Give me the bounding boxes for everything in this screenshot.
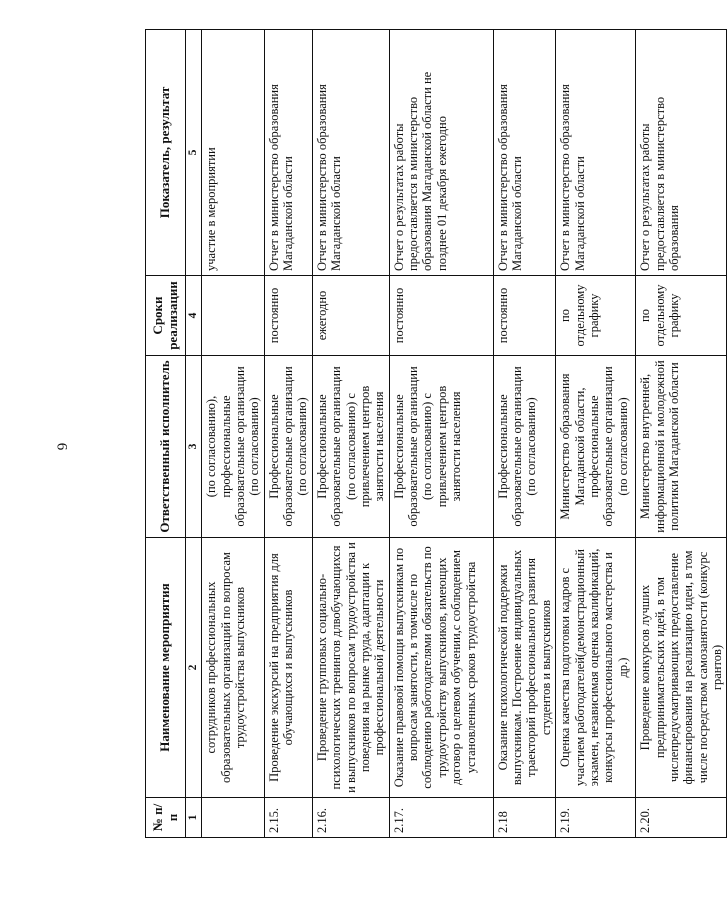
- row-name: сотрудников профессиональных образовательных организаций по вопросам трудоустройства выпускников: [202, 538, 265, 798]
- events-table: [145, 29, 727, 838]
- column-number: 1: [186, 798, 202, 838]
- row-term: ежегодно: [312, 276, 389, 356]
- row-name: Проведение экскурсий на предприятия для обучающихся и выпускников: [264, 538, 312, 798]
- table-container: [145, 30, 725, 838]
- table-row: [493, 30, 556, 838]
- row-result: Отчет в министерство образования Магаданской области: [312, 30, 389, 276]
- row-num: 2.17.: [389, 798, 493, 838]
- table-row: [202, 30, 265, 838]
- header-name: Наименование мероприятия: [146, 538, 186, 798]
- column-number: 4: [186, 276, 202, 356]
- row-num: 2.15.: [264, 798, 312, 838]
- row-name: Оказание психологической поддержки выпускникам. Построение индивидуальных траекторий профессионального развития студентов и выпускников: [493, 538, 556, 798]
- row-result: Отчет в министерство образования Магаданской области: [556, 30, 636, 276]
- row-executor: Профессиональные образовательные организации (по согласованию): [493, 356, 556, 538]
- table-row: [389, 30, 493, 838]
- header-result: Показатель, результат: [146, 30, 186, 276]
- row-result: Отчет о результатах работы предоставляется в министерство образования: [636, 30, 727, 276]
- header-row: [146, 30, 186, 838]
- row-num: 2.16.: [312, 798, 389, 838]
- row-result: Отчет о результатах работы предоставляется в министерство образования Магаданской области не позднее 01 декабря ежегодно: [389, 30, 493, 276]
- column-number-row: [186, 30, 202, 838]
- row-num: 2.19.: [556, 798, 636, 838]
- row-executor: Профессиональные образовательные организации (по согласованию): [264, 356, 312, 538]
- row-term: по отдельному графику: [556, 276, 636, 356]
- header-executor: Ответственный исполнитель: [146, 356, 186, 538]
- row-name: Проведение групповых социально-психологических тренингов длвобучающихся и выпускников по вопросам трудоустройства и поведения на рынке труда, адаптации к профессиональной деятельности: [312, 538, 389, 798]
- table-row: [264, 30, 312, 838]
- row-term: постоянно: [493, 276, 556, 356]
- row-term: по отдельному графику: [636, 276, 727, 356]
- row-term: постоянно: [264, 276, 312, 356]
- page-number: 6: [53, 442, 70, 451]
- row-executor: Министерство внутренней, информационной и молодежной политики Магаданской области: [636, 356, 727, 538]
- row-executor: Профессиональные образовательные организации (по согласованию) с привлечением центров занятости населения: [389, 356, 493, 538]
- row-name: Оценка качества подготовки кадров с участием работодателей(демонстрационный экзамен, независимая оценка квалификаций, конкурсы профессионального мастерства и др.): [556, 538, 636, 798]
- header-num: № п/п: [146, 798, 186, 838]
- column-number: 2: [186, 538, 202, 798]
- row-executor: Профессиональные образовательные организации (по согласованию) с привлечением центров занятости населения: [312, 356, 389, 538]
- table-row: [636, 30, 727, 838]
- table-row: [556, 30, 636, 838]
- row-term: постоянно: [389, 276, 493, 356]
- row-result: Отчет в министерство образования Магаданской области: [493, 30, 556, 276]
- column-number: 3: [186, 356, 202, 538]
- row-num: 2.20.: [636, 798, 727, 838]
- row-num: 2.18: [493, 798, 556, 838]
- row-term: [202, 276, 265, 356]
- row-result: участие в мероприятии: [202, 30, 265, 276]
- row-executor: (по согласованию), профессиональные образовательные организации (по согласованию): [202, 356, 265, 538]
- row-result: Отчет в министерство образования Магаданской области: [264, 30, 312, 276]
- row-num: [202, 798, 265, 838]
- row-name: Проведение конкурсов лучших предпринимательских идей, в том числепредусматривающих предоставление финансирования на реализацию идеи, в том числе посредством самозанятости (конкурс грантов): [636, 538, 727, 798]
- column-number: 5: [186, 30, 202, 276]
- header-term: Сроки реализации: [146, 276, 186, 356]
- row-name: Оказание правовой помощи выпускникам по вопросам занятости, в томчисле по соблюдению работодателями обязательств по трудоустройству выпускников, имеющих договор о целевом обучении,с соблюдением установленных сроков трудоустройства: [389, 538, 493, 798]
- row-executor: Министерство образования Магаданской области, профессиональные образовательные организации (по согласованию): [556, 356, 636, 538]
- table-row: [312, 30, 389, 838]
